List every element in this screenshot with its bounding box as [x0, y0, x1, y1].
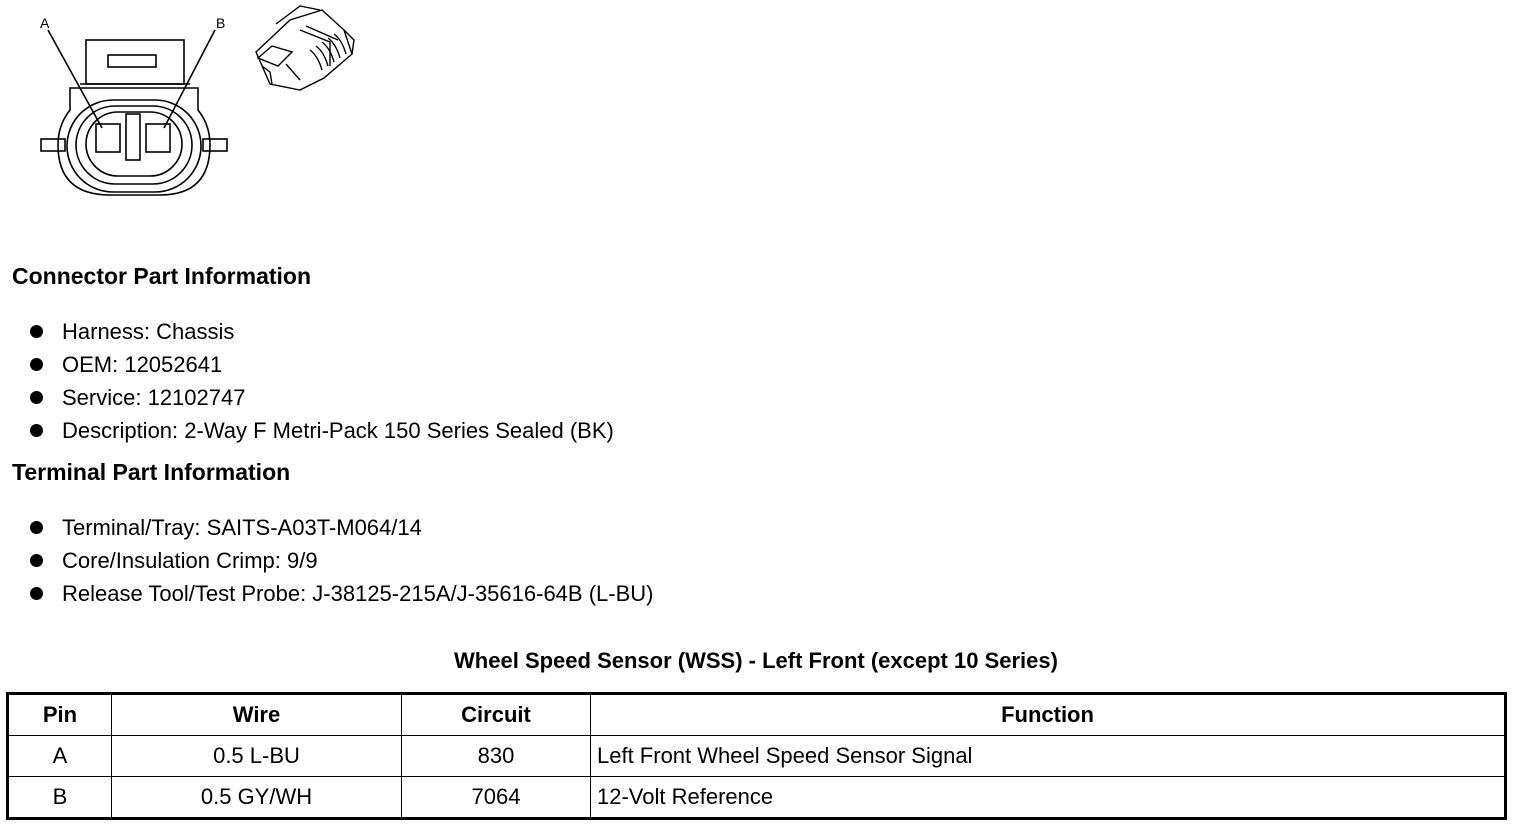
header-wire: Wire [112, 694, 402, 736]
cavity-a [96, 124, 120, 152]
table-header-row [8, 694, 1506, 736]
list-item: Core/Insulation Crimp: 9/9 [30, 544, 653, 577]
list-item: Harness: Chassis [30, 315, 614, 348]
connector-ear-left [41, 139, 65, 151]
cell-wire: 0.5 GY/WH [112, 777, 402, 819]
list-item: Release Tool/Test Probe: J-38125-215A/J-35616-64B (L-BU) [30, 577, 653, 610]
terminal-info-list [30, 511, 653, 610]
header-circuit: Circuit [402, 694, 591, 736]
pin-table-title: Wheel Speed Sensor (WSS) - Left Front (except 10 Series) [454, 648, 1058, 673]
connector-info-heading: Connector Part Information [12, 263, 312, 289]
pin-a-label: A [40, 15, 50, 31]
connector-latch [86, 40, 184, 84]
header-function: Function [591, 694, 1506, 736]
cell-wire: 0.5 L-BU [112, 736, 402, 777]
list-item: OEM: 12052641 [30, 348, 614, 381]
pin-table [6, 692, 1507, 820]
cell-circuit: 830 [402, 736, 591, 777]
pin-b-label: B [216, 15, 226, 31]
cell-function: 12-Volt Reference [591, 777, 1506, 819]
connector-ear-right [203, 139, 227, 151]
cavity-b [146, 124, 170, 152]
cell-pin: A [8, 736, 112, 777]
terminal-info-heading: Terminal Part Information [12, 459, 291, 485]
connector-isometric-icon [256, 6, 354, 90]
header-pin: Pin [8, 694, 112, 736]
list-item: Service: 12102747 [30, 381, 614, 414]
connector-info-list [30, 315, 614, 447]
table-row [8, 736, 1506, 777]
cell-function: Left Front Wheel Speed Sensor Signal [591, 736, 1506, 777]
list-item: Description: 2-Way F Metri-Pack 150 Series Sealed (BK) [30, 414, 614, 447]
table-row [8, 777, 1506, 819]
list-item: Terminal/Tray: SAITS-A03T-M064/14 [30, 511, 653, 544]
cell-circuit: 7064 [402, 777, 591, 819]
cell-pin: B [8, 777, 112, 819]
connector-diagram [0, 0, 380, 220]
